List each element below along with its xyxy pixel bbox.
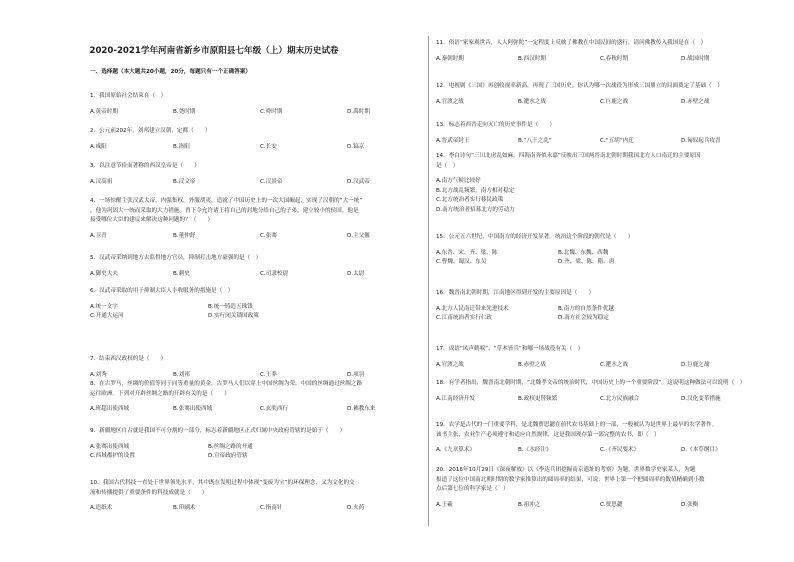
answer-option: B.政权更替频繁 <box>518 395 558 402</box>
answer-option: B.赤壁之战 <box>518 361 546 368</box>
question-stem-line: 报道了这位中国南北朝时期的数学家推算出的圆周率的结果，可说：世界上第一个把圆周率的数值精确到小数 <box>436 476 705 483</box>
answer-option: A.秦朝时期 <box>436 55 464 62</box>
answer-option: A.晋武帝封王 <box>436 137 470 144</box>
answer-option: D.匈奴起兵攻晋 <box>681 137 721 144</box>
answer-option: A.刘秀 <box>90 371 107 378</box>
answer-option: C.西域都护的设置 <box>90 453 135 460</box>
answer-option: C.汉景帝 <box>260 178 283 185</box>
answer-option: A.班超出使西域 <box>90 406 130 413</box>
answer-option: B.北魏、东魏、西魏 <box>558 249 609 256</box>
answer-option: D.张衡 <box>681 501 699 508</box>
answer-option: D.太尉 <box>347 270 365 277</box>
question-stem-line: 3．以注意节俭而著称的西汉皇帝是（ ） <box>90 163 200 169</box>
answer-option: C.司隶校尉 <box>260 270 289 277</box>
question-stem-line: ，他为巩固大一统而采取的大力措施。曾下令允许诸王将自己的封地分给自己的子弟，建立较小的侯国。他是 <box>90 207 359 214</box>
answer-option: B.董仲舒 <box>173 232 196 239</box>
answer-option: C.《齐民要术》 <box>600 447 640 454</box>
question-stem-line: 10．我国古代科技一直处于世界领先水平，其中既在发明过程中体现“变废为宝”的环保理念，又为文化的交 <box>90 480 355 486</box>
answer-option: D.齐、梁、陈、隋、唐 <box>558 259 615 266</box>
answer-option: A.江南经济开发 <box>436 395 476 402</box>
answer-option: C.曹魏、蜀汉、东吴 <box>436 259 487 266</box>
answer-option: C.指南针 <box>260 505 283 512</box>
question-stem-line: 5．汉武帝采纳到地方去监督地方官员，抑制打击地方豪强的是（ ） <box>90 255 262 261</box>
answer-option: A.官渡之战 <box>436 98 464 105</box>
answer-option: A.王羲 <box>436 501 453 508</box>
question-stem-line: 17．成语“风声鹤唳”、“草木皆兵”和哪一场战役有关（ ） <box>436 346 584 352</box>
answer-option: D.汉武帝 <box>347 178 370 185</box>
answer-option: D.火药 <box>347 505 365 512</box>
question-stem-line: 8．在古罗马，丝绸的价值等同于同等重量的黄金，古罗马人们以穿上中国丝绸为荣。中国的丝绸通过丝绸之路 <box>90 381 363 387</box>
answer-option: D.镐京 <box>347 143 365 150</box>
answer-option: D.《本草纲目》 <box>681 447 721 454</box>
answer-option: B.南方的自然条件优越 <box>558 305 614 312</box>
answer-option: C.北方统治者实行移民政策 <box>436 197 504 204</box>
question-stem-line: 点后第七位的科学家是（ ） <box>436 486 509 493</box>
answer-option: C.巨鹿之战 <box>600 98 629 105</box>
question-stem-line: 15．公元五六世纪，中国南方的经济开发显著。统治这个阶段的朝代是（ ） <box>436 234 634 240</box>
answer-option: C.北方民族融合 <box>600 395 640 402</box>
answer-option: A.统一文字 <box>90 303 118 310</box>
question-stem-line: 20．2016年10月29日《深夜解放》以《李达兵团挖掘南京遗址的考察》为题，世界数学史家某人，为题 <box>436 467 696 473</box>
answer-option: B.北方战乱频繁，南方相对稳定 <box>436 187 515 194</box>
question-stem-line: 流和传播提供了重要条件的科技成就是（ ） <box>90 489 208 496</box>
answer-option: C.长安 <box>260 143 277 150</box>
answer-option: D.佛教东来 <box>347 406 376 413</box>
answer-option: A.造纸术 <box>90 505 113 512</box>
answer-option: D.南方社会较为稳定 <box>558 315 609 322</box>
question-stem-line: 接受哪位大臣的建议来解决这种问题的？（ ） <box>90 217 214 224</box>
answer-option: D.赤壁之战 <box>681 98 710 105</box>
answer-option: D.战国时期 <box>681 55 710 62</box>
answer-option: D.汉化变革措施 <box>681 395 721 402</box>
answer-option: D.禹时期 <box>347 108 370 115</box>
answer-option: D.项羽 <box>347 371 365 378</box>
answer-option: C.春秋时期 <box>600 55 629 62</box>
answer-option: C.王莽 <box>260 371 277 378</box>
answer-option: B.张骞出使西域 <box>173 406 213 413</box>
answer-option: A.官渡之战 <box>436 361 464 368</box>
answer-option: A.张骞出使西域 <box>90 443 130 450</box>
answer-option: C.舜时期 <box>260 108 283 115</box>
question-stem-line: 16．魏晋南北朝时期，江南地区得到开发的主要原因是（ ） <box>436 290 595 296</box>
question-stem-line: 7．结束西汉政权的是（ ） <box>90 356 167 362</box>
answer-option: C.张骞 <box>260 232 277 239</box>
answer-option: C.江南统治者实行仁政 <box>436 315 493 322</box>
answer-option: A.御史大夫 <box>90 270 118 277</box>
answer-option: A.汉高祖 <box>90 178 113 185</box>
answer-option: C.玄奘西行 <box>260 406 289 413</box>
column-divider <box>428 36 429 526</box>
answer-option: B.淝水之战 <box>518 98 546 105</box>
question-stem-line: 9．新疆地区自古就是我国不可分割的一部分，标志着新疆地区正式归属中央政府管辖的是始于（ ） <box>90 428 346 434</box>
answer-option: B.刘邦 <box>173 371 190 378</box>
question-stem-line: 18．有学者指出，魏晋南北朝时期，“北魏孝文帝的统治时代，中国历史上的一个重要阶段”。这说明这种做法可以说明（ ） <box>436 380 746 386</box>
answer-option: C.开通大运河 <box>90 313 124 320</box>
answer-option: A.南方气候比较好 <box>436 178 481 185</box>
question-stem-line: 13．标志着西晋走向灭亡的历史事件是（ ） <box>436 122 555 128</box>
question-stem-line: 12．电视剧《三国》再创收视率新高，再现了三国历史。你认为哪一次战役为形成三国鼎立的局面奠定了基础（ ） <box>436 83 723 89</box>
answer-option: A.咸阳 <box>90 143 107 150</box>
answer-option: A.《九章算术》 <box>436 447 476 454</box>
answer-option: B.统一铸造五铢钱 <box>208 303 253 310</box>
answer-option: B.“八王之乱” <box>518 137 552 144</box>
answer-option: D.实行闭关锁国政策 <box>208 313 259 320</box>
question-stem-line: 11．俗语“家家观世音，人人阿弥陀”一定程度上反映了佛教在中国民间的盛行。请问佛教传入我国是在（ ） <box>436 40 707 46</box>
answer-option: D.主父偃 <box>347 232 370 239</box>
answer-option: A.北方人民南迁带来先进技术 <box>436 305 509 312</box>
answer-option: A.黄帝时期 <box>90 108 118 115</box>
answer-option: B.印刷术 <box>173 505 196 512</box>
answer-option: C.“五胡”内迁 <box>600 137 634 144</box>
question-stem-line: 2．公元前202年，刘邦建立汉朝，定都（ ） <box>90 128 211 134</box>
question-stem-line: 运往欧洲。下列对开辟丝绸之路的开辟有关的是（ ） <box>90 390 230 397</box>
question-stem-line: 是（ ） <box>436 162 459 169</box>
exam-title: 2020-2021学年河南省新乡市原阳县七年级（上）期末历史试卷 <box>89 46 339 56</box>
answer-option: C.淝水之战 <box>600 361 629 368</box>
question-stem-line: 19．农学是古代的一门重要学科，是北魏贾思勰在前代农书基础上的一部，一般被认为是世界上最早的农学著作。 <box>436 422 718 428</box>
answer-option: D.巨鹿之战 <box>681 361 710 368</box>
answer-option: A.卫青 <box>90 232 107 239</box>
question-stem-line: 6．汉武帝采取的用于抑制大臣人丰收服务的措施是（ ） <box>90 288 234 294</box>
answer-option: C.贾思勰 <box>600 501 623 508</box>
question-stem-line: 1．我国原始社会结束在（ ） <box>90 93 167 99</box>
answer-option: D.南方统治者招募北方的劳动力 <box>436 207 515 213</box>
answer-option: B.洛阳 <box>173 143 190 150</box>
answer-option: B.汉文帝 <box>173 178 196 185</box>
question-stem-line: 14．李白诗句“三川北虏乱如麻，四海南奔似永嘉”反映出三国两晋南北朝时期我国北方人口南迁的主要原因 <box>436 153 701 159</box>
answer-option: B.祖冲之 <box>518 501 541 508</box>
answer-option: A.东晋、宋、齐、梁、陈 <box>436 249 498 256</box>
answer-option: B.丝绸之路的开通 <box>208 443 253 450</box>
answer-option: B.尧时期 <box>173 108 196 115</box>
answer-option: D.宣帝政府管辖 <box>208 453 248 460</box>
question-stem-line: 4．一场惊醒主张汉武大帝，内强集权，外服胡夷，造就了中国历史上的一次大国崛起，实现了汉朝的“大一统” <box>90 198 363 204</box>
question-stem-line: 该书主张，农业生产必须遵守和适应自然规律，这是我国现存第一部完整的农书，即（ ） <box>436 431 660 438</box>
section-heading: 一、选择题（本大题共20小题，20分，每题只有一个正确答案） <box>90 69 252 75</box>
answer-option: B.刺史 <box>173 270 190 277</box>
answer-option: B.西汉时期 <box>518 55 546 62</box>
answer-option: B.《水经注》 <box>518 447 552 454</box>
